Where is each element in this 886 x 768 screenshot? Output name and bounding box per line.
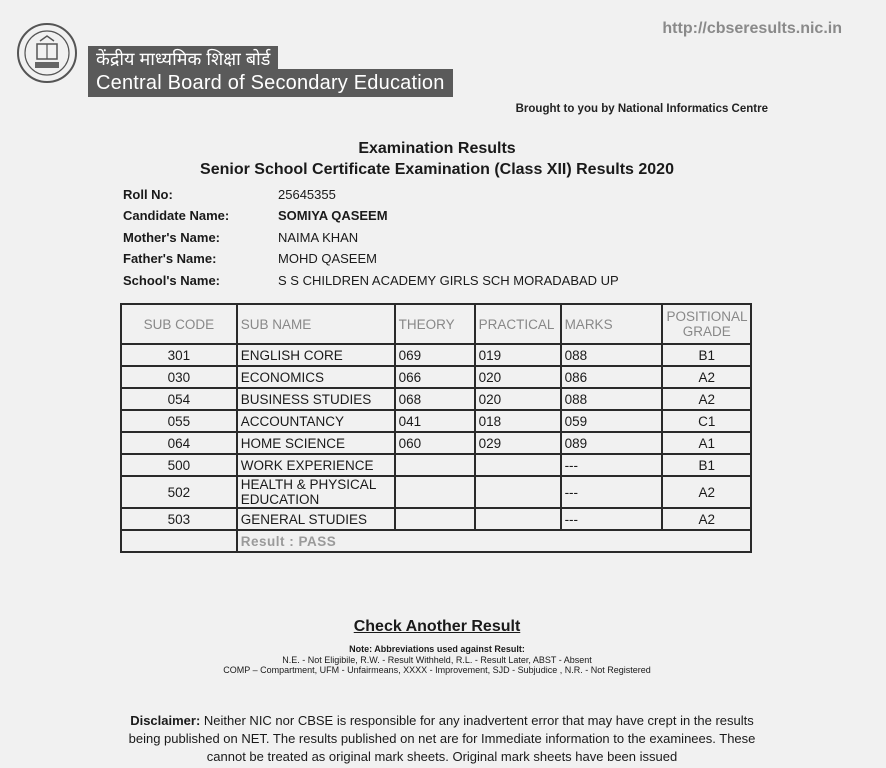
sub-code-cell: 055: [121, 410, 237, 432]
note-line-1: N.E. - Not Eligibile, R.W. - Result Withheld, R.L. - Result Later, ABST - Absent: [282, 654, 592, 665]
marks-cell: 088: [561, 388, 663, 410]
disclaimer-text: Neither NIC nor CBSE is responsible for any inadvertent error that may have crept in the results being published on NET. The results published on net are for Immediate information to the examinees. These cannot be treated as original mark sheets. Original mark sheets have been issued: [128, 713, 756, 764]
header-sub-code: SUB CODE: [121, 304, 237, 344]
theory-cell: 068: [395, 388, 475, 410]
theory-cell: 041: [395, 410, 475, 432]
sub-name-cell: HOME SCIENCE: [237, 432, 395, 454]
board-name-english: Central Board of Secondary Education: [88, 69, 453, 97]
abbreviations-note: [0, 644, 874, 676]
theory-cell: 066: [395, 366, 475, 388]
table-row: [121, 388, 751, 410]
sub-name-cell: ECONOMICS: [237, 366, 395, 388]
practical-cell: [475, 476, 561, 508]
sub-name-cell: WORK EXPERIENCE: [237, 454, 395, 476]
candidate-name-value: SOMIYA QASEEM: [278, 208, 388, 224]
info-row-father: [123, 251, 619, 272]
header-theory: THEORY: [395, 304, 475, 344]
marks-cell: 088: [561, 344, 663, 366]
marks-cell: 059: [561, 410, 663, 432]
result-status: Result : PASS: [237, 530, 751, 552]
sub-code-cell: 500: [121, 454, 237, 476]
school-name-label: School's Name:: [123, 272, 221, 288]
grade-cell: A1: [662, 432, 751, 454]
table-header-row: [121, 304, 751, 344]
theory-cell: [395, 454, 475, 476]
practical-cell: [475, 454, 561, 476]
grade-cell: B1: [662, 454, 751, 476]
header-marks: MARKS: [561, 304, 663, 344]
marks-cell: ---: [561, 476, 663, 508]
sub-name-cell: HEALTH & PHYSICAL EDUCATION: [237, 476, 395, 508]
site-url: http://cbseresults.nic.in: [662, 20, 842, 37]
sub-code-cell: 064: [121, 432, 237, 454]
grade-cell: A2: [662, 388, 751, 410]
practical-cell: 019: [475, 344, 561, 366]
info-row-mother: [123, 230, 619, 251]
board-name-hindi: केंद्रीय माध्यमिक शिक्षा बोर्ड: [88, 46, 278, 72]
grade-cell: A2: [662, 476, 751, 508]
mother-name-value: NAIMA KHAN: [278, 229, 359, 245]
theory-cell: [395, 508, 475, 530]
grade-cell: C1: [662, 410, 751, 432]
result-empty-cell: [121, 530, 237, 552]
disclaimer: [120, 712, 764, 766]
grade-cell: A2: [662, 366, 751, 388]
brought-by-text: Brought to you by National Informatics Centre: [515, 103, 768, 115]
note-title: Note: Abbreviations used against Result:: [349, 644, 525, 654]
roll-value: 25645355: [278, 187, 336, 202]
sub-name-cell: BUSINESS STUDIES: [237, 388, 395, 410]
theory-cell: [395, 476, 475, 508]
practical-cell: 018: [475, 410, 561, 432]
grade-cell: A2: [662, 508, 751, 530]
table-row: [121, 454, 751, 476]
table-row: [121, 344, 751, 366]
roll-label: Roll No:: [123, 187, 173, 202]
marks-cell: ---: [561, 508, 663, 530]
grade-cell: B1: [662, 344, 751, 366]
practical-cell: 020: [475, 366, 561, 388]
table-row: [121, 432, 751, 454]
sub-code-cell: 503: [121, 508, 237, 530]
cbse-logo-icon: [16, 22, 78, 84]
sub-name-cell: ENGLISH CORE: [237, 344, 395, 366]
table-row: [121, 366, 751, 388]
header-practical: PRACTICAL: [475, 304, 561, 344]
theory-cell: 060: [395, 432, 475, 454]
practical-cell: [475, 508, 561, 530]
header-positional-grade: POSITIONAL GRADE: [662, 304, 751, 344]
practical-cell: 029: [475, 432, 561, 454]
disclaimer-label: Disclaimer:: [130, 713, 201, 728]
results-table: [120, 303, 752, 553]
sub-code-cell: 054: [121, 388, 237, 410]
father-name-value: MOHD QASEEM: [278, 251, 377, 267]
result-row: [121, 530, 751, 552]
school-name-value: S S CHILDREN ACADEMY GIRLS SCH MORADABAD UP: [278, 272, 619, 288]
note-line-2: COMP – Compartment, UFM - Unfairmeans, XXXX - Improvement, SJD - Subjudice , N.R. - Not Registered: [223, 665, 651, 675]
sub-name-cell: ACCOUNTANCY: [237, 410, 395, 432]
candidate-info: [123, 187, 619, 294]
check-another-result-link[interactable]: Check Another Result: [353, 618, 521, 635]
exam-subtitle: Senior School Certificate Examination (Class XII) Results 2020: [200, 161, 674, 178]
sub-code-cell: 030: [121, 366, 237, 388]
info-row-school: [123, 273, 619, 294]
header-sub-name: SUB NAME: [237, 304, 395, 344]
info-row-roll: [123, 187, 619, 208]
father-name-label: Father's Name:: [123, 251, 217, 267]
page-title: Examination Results: [358, 140, 516, 157]
sub-code-cell: 502: [121, 476, 237, 508]
table-row: [121, 476, 751, 508]
marks-cell: 089: [561, 432, 663, 454]
theory-cell: 069: [395, 344, 475, 366]
practical-cell: 020: [475, 388, 561, 410]
mother-name-label: Mother's Name:: [123, 229, 220, 245]
sub-name-cell: GENERAL STUDIES: [237, 508, 395, 530]
sub-code-cell: 301: [121, 344, 237, 366]
table-row: [121, 508, 751, 530]
marks-cell: 086: [561, 366, 663, 388]
info-row-candidate: [123, 208, 619, 229]
table-row: [121, 410, 751, 432]
candidate-name-label: Candidate Name:: [123, 208, 230, 224]
marks-cell: ---: [561, 454, 663, 476]
